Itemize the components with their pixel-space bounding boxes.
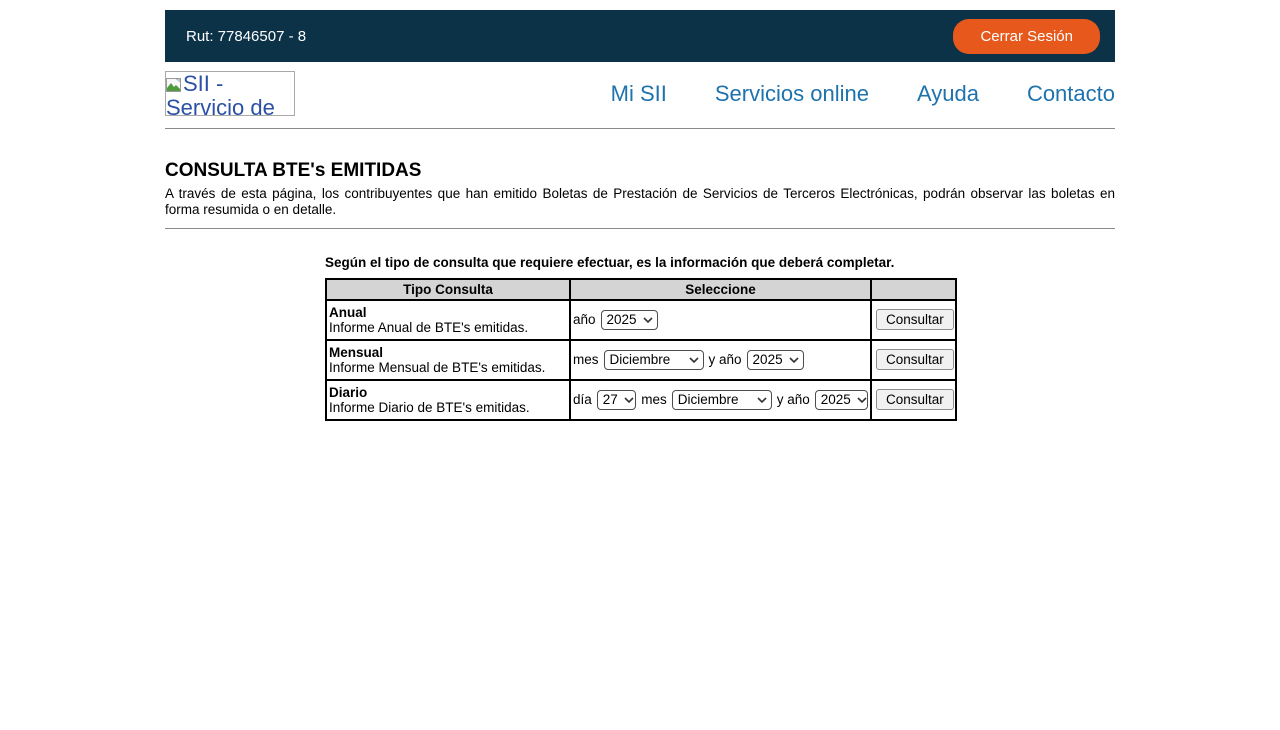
page-container	[165, 10, 1115, 421]
nav-contacto[interactable]: Contacto	[1026, 80, 1115, 106]
page-description: A través de esta página, los contribuyentes que han emitido Boletas de Prestación de Servicios de Terceros Electrónicas, podrán observar las boletas en forma resumida o en detalle.	[165, 186, 1115, 217]
table-row-mensual	[326, 340, 956, 380]
row-mensual-label: Mensual	[329, 344, 384, 360]
broken-image-icon	[166, 78, 182, 93]
chevron-down-icon	[757, 397, 767, 403]
main-nav	[611, 81, 1115, 107]
chevron-down-icon	[689, 357, 699, 363]
chevron-down-icon	[624, 397, 634, 403]
logout-button[interactable]: Cerrar Sesión	[953, 19, 1100, 54]
mensual-year-select[interactable]: 2025	[747, 350, 804, 370]
table-row-anual	[326, 300, 956, 340]
anual-consultar-button[interactable]: Consultar	[876, 309, 954, 330]
row-anual-description: Informe Anual de BTE's emitidas.	[329, 319, 529, 335]
chevron-down-icon	[643, 317, 653, 323]
content-divider	[165, 228, 1115, 229]
diario-year-select[interactable]: 2025	[815, 390, 868, 410]
mensual-year-label: y año	[708, 352, 742, 367]
header-divider	[165, 128, 1115, 129]
header-empty	[871, 279, 956, 300]
diario-year-label: y año	[776, 392, 810, 407]
nav-servicios-online[interactable]: Servicios online	[714, 80, 869, 106]
table-row-diario	[326, 380, 956, 420]
row-mensual-description: Informe Mensual de BTE's emitidas.	[329, 359, 546, 375]
nav-mi-sii[interactable]: Mi SII	[610, 80, 667, 106]
sii-logo-broken-image[interactable]	[165, 71, 295, 116]
diario-month-label: mes	[641, 392, 667, 407]
session-bar	[165, 10, 1115, 62]
logo-alt-text: SII - Servicio de	[166, 71, 275, 116]
nav-ayuda[interactable]: Ayuda	[916, 80, 979, 106]
header-tipo-consulta: Tipo Consulta	[326, 279, 570, 300]
anual-year-select[interactable]: 2025	[601, 310, 658, 330]
mensual-month-select[interactable]: Diciembre	[604, 350, 704, 370]
chevron-down-icon	[789, 357, 799, 363]
row-anual-label: Anual	[329, 304, 367, 320]
diario-day-select[interactable]: 27	[597, 390, 636, 410]
page-title: CONSULTA BTE's EMITIDAS	[165, 160, 422, 181]
chevron-down-icon	[857, 397, 867, 403]
row-diario-description: Informe Diario de BTE's emitidas.	[329, 399, 530, 415]
row-diario-label: Diario	[329, 384, 368, 400]
mensual-month-label: mes	[573, 352, 599, 367]
diario-day-label: día	[573, 392, 592, 407]
consulta-table	[325, 278, 957, 421]
mensual-consultar-button[interactable]: Consultar	[876, 349, 954, 370]
header-seleccione: Seleccione	[570, 279, 871, 300]
diario-month-select[interactable]: Diciembre	[672, 390, 772, 410]
site-header	[165, 62, 1115, 117]
instruction-text: Según el tipo de consulta que requiere efectuar, es la información que deberá completar.	[325, 255, 895, 270]
table-header-row	[326, 279, 956, 300]
diario-consultar-button[interactable]: Consultar	[876, 389, 954, 410]
consulta-section	[325, 255, 955, 421]
rut-label: Rut: 77846507 - 8	[186, 27, 307, 45]
anual-year-label: año	[573, 312, 596, 327]
